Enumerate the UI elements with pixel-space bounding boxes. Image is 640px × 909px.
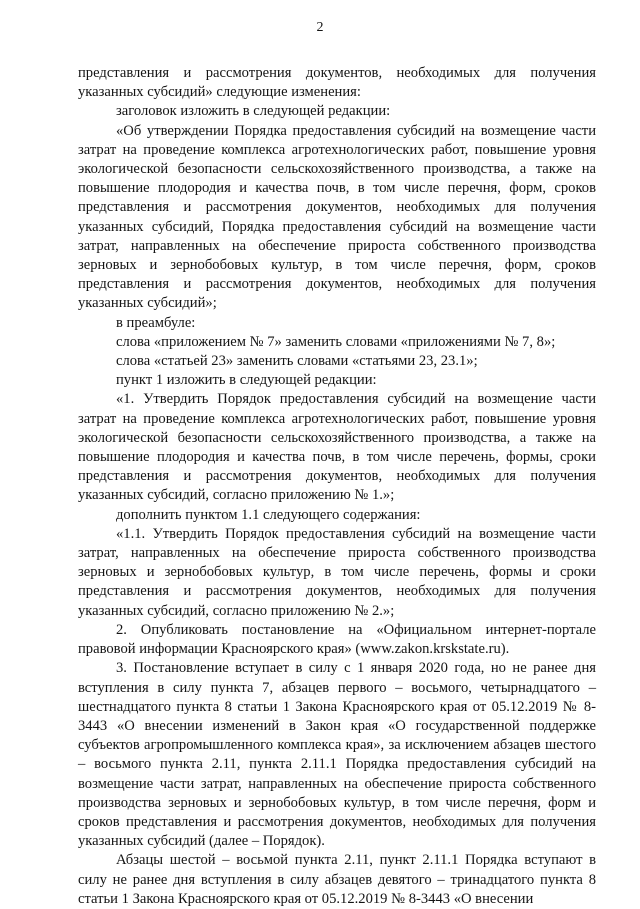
- paragraph-point1-instruction: пункт 1 изложить в следующей редакции:: [116, 372, 377, 389]
- paragraph-heading-instruction: заголовок изложить в следующей редакции:: [116, 103, 391, 120]
- paragraph-continuation: представления и рассмотрения документов, необходимых для получения указанных субсидий» следующие изменения:: [78, 65, 596, 101]
- paragraph-publish: 2. Опубликовать постановление на «Официальном интернет-портале правовой информации Красноярского края» (www.zakon.krskstate.ru).: [78, 621, 596, 658]
- page-number: 2: [316, 20, 324, 35]
- document-body: [78, 64, 596, 909]
- paragraph-replace-article: слова «статьей 23» заменить словами «статьями 23, 23.1»;: [116, 353, 478, 370]
- paragraph-replace-appendix: слова «приложением № 7» заменить словами «приложениями № 7, 8»;: [116, 333, 556, 350]
- paragraph-new-title: «Об утверждении Порядка предоставления субсидий на возмещение части затрат на проведение комплекса агротехнологических работ, повышение уровня экологической безопасности сельскохозяйственного производства, а также на повышение плодородия и качества почв, в том числе перечня, форм, сроков представления и рассмотрения документов, необходимых для получения указанных субсидий, Порядка предоставления субсидий на возмещение части затрат, направленных на обеспечение прироста собственного производства зерновых и зернобобовых культур, в том числе перечня, форм, сроков представления и рассмотрения документов, необходимых для получения указанных субсидий»;: [78, 122, 596, 312]
- paragraph-effective-date: 3. Постановление вступает в силу с 1 января 2020 года, но не ранее дня вступления в силу пункта 7, абзацев первого – восьмого, четырнадцатого – шестнадцатого пункта 8 статьи 1 Закона Красноярского края от 05.12.2019 № 8-3443 «О внесении изменений в Закон края «О государственной поддержке субъектов агропромышленного комплекса края», за исключением абзацев шестого – восьмого пункта 2.11, пункта 2.11.1 Порядка предоставления субсидий на возмещение части затрат, направленных на обеспечение прироста собственного производства зерновых и зернобобовых культур, в том числе перечня, форм и сроков представления и рассмотрения документов, необходимых для получения указанных субсидий (далее – Порядок).: [78, 660, 596, 850]
- paragraph-point1-text: «1. Утвердить Порядок предоставления субсидий на возмещение части затрат на проведение комплекса агротехнологических работ, повышение уровня экологической безопасности сельскохозяйственного производства, а также на повышение плодородия и качества почв, в том числе перечень, формы, сроки представления и рассмотрения документов, необходимых для получения указанных субсидий, согласно приложению № 1.»;: [78, 391, 596, 504]
- paragraph-point-1-1-text: «1.1. Утвердить Порядок предоставления субсидий на возмещение части затрат, направленных на обеспечение прироста собственного производства зерновых и зернобобовых культур, в том числе перечень, формы и сроки представления и рассмотрения документов, необходимых для получения указанных субсидий, согласно приложению № 2.»;: [78, 525, 596, 619]
- paragraph-exceptions: Абзацы шестой – восьмой пункта 2.11, пункт 2.11.1 Порядка вступают в силу не ранее дня вступления в силу абзацев девятого – тринадцатого пункта 8 статьи 1 Закона Красноярского края от 05.12.2019 № 8-3443 «О внесении: [78, 852, 596, 907]
- paragraph-preamble-label: в преамбуле:: [116, 314, 196, 331]
- paragraph-add-point-1-1: дополнить пунктом 1.1 следующего содержания:: [116, 506, 421, 523]
